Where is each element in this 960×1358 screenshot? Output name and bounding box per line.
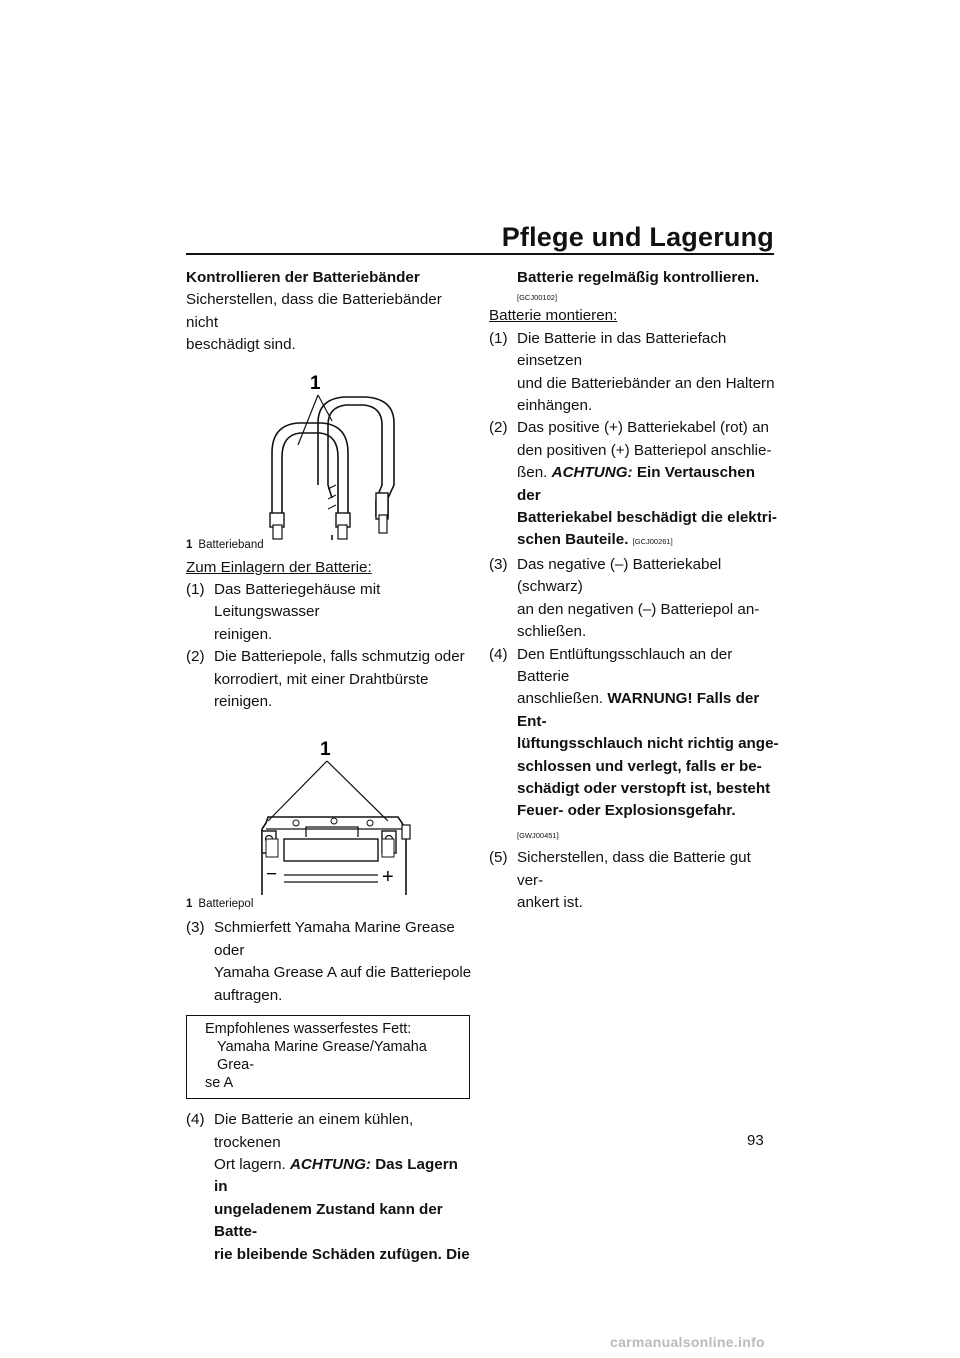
step-number: (3) xyxy=(186,919,205,937)
step-text: Ort lagern. xyxy=(214,1155,290,1173)
battery-terminal-illustration xyxy=(186,725,474,897)
reference-code: [GCJ00102] xyxy=(517,293,558,303)
reference-code: [GCJ00261] xyxy=(632,537,673,547)
warning-text: schädigt oder verstopft ist, besteht xyxy=(517,779,771,797)
minus-sign: − xyxy=(266,864,278,886)
battery-strap-figure xyxy=(186,365,474,555)
figure-caption-terminal xyxy=(186,897,474,911)
box-label: Empfohlenes wasserfestes Fett: xyxy=(205,1021,412,1038)
page-title: Pflege und Lagerung xyxy=(501,222,774,252)
step-line: schließen. xyxy=(517,623,587,641)
plus-sign: + xyxy=(382,866,394,889)
step-line: Yamaha Grease A auf die Batteriepole xyxy=(214,964,472,982)
step-line-warning xyxy=(517,688,779,733)
storage-step-4 xyxy=(186,1109,474,1266)
step-line: den positiven (+) Batteriepol anschlie- xyxy=(517,441,772,459)
step-number: (5) xyxy=(489,849,508,867)
caution-text: Batteriekabel beschädigt die elektri- xyxy=(517,509,777,527)
section-heading-battery-straps: Kontrollieren der Batteriebänder xyxy=(186,269,420,286)
warning-text: Feuer- oder Explosionsgefahr. xyxy=(517,802,736,820)
step-line-caution xyxy=(214,1154,474,1199)
step-line-caution xyxy=(517,462,779,507)
step-number: (4) xyxy=(489,645,508,663)
left-column xyxy=(186,267,474,1266)
subheading-install: Batterie montieren: xyxy=(489,307,618,325)
install-step-3 xyxy=(489,554,779,644)
subheading-storage: Zum Einlagern der Batterie: xyxy=(186,558,372,576)
step-line: Das Batteriegehäuse mit Leitungswasser xyxy=(214,581,381,621)
install-step-4 xyxy=(489,644,779,848)
step-number: (4) xyxy=(186,1111,205,1129)
step-line: Die Batteriepole, falls schmutzig oder xyxy=(214,648,465,666)
caption-number: 1 xyxy=(186,539,193,552)
intro-line-1: Sicherstellen, dass die Batteriebänder nicht xyxy=(186,291,442,331)
box-value-line: se A xyxy=(205,1075,234,1092)
storage-step-3 xyxy=(186,917,474,1007)
step-line: Das negative (–) Batteriekabel (schwarz) xyxy=(517,555,722,596)
caution-label: ACHTUNG: xyxy=(289,1155,371,1173)
intro-line-2: beschädigt sind. xyxy=(186,336,296,354)
step-number: (2) xyxy=(186,648,205,666)
watermark: carmanualsonline.info xyxy=(610,1334,765,1350)
warning-text: schlossen und verlegt, falls er be- xyxy=(517,757,762,775)
right-column xyxy=(489,267,779,914)
caution-text: schen Bauteile. xyxy=(517,531,629,549)
step-line: korrodiert, mit einer Drahtbürste reinigen. xyxy=(214,670,429,711)
caution-text: rie bleibende Schäden zufügen. Die xyxy=(214,1245,470,1263)
step-line: auftragen. xyxy=(214,986,283,1004)
install-step-1 xyxy=(489,328,779,418)
step-line-warning-end xyxy=(517,800,779,847)
step-line: Den Entlüftungsschlauch an der Batterie xyxy=(517,645,733,685)
warning-text: WARNUNG! Falls der Ent- xyxy=(517,690,760,730)
step-number: (3) xyxy=(489,555,508,573)
install-step-2 xyxy=(489,417,779,553)
step-line: Das positive (+) Batteriekabel (rot) an xyxy=(517,419,769,437)
step-line: Sicherstellen, dass die Batterie gut ver- xyxy=(517,849,751,889)
step-number: (1) xyxy=(186,581,205,599)
header-rule xyxy=(186,253,774,255)
caution-continuation: Batterie regelmäßig kontrollieren. xyxy=(517,269,760,286)
caption-text: Batterieband xyxy=(198,539,264,552)
step-line: Die Batterie in das Batteriefach einsetzen xyxy=(517,329,727,370)
caution-text: Ein Vertauschen der xyxy=(517,464,756,504)
step-line: und die Batteriebänder an den Haltern xyxy=(517,374,775,392)
step-text: anschließen. xyxy=(517,690,608,708)
step-line: ankert ist. xyxy=(517,893,583,911)
caption-text: Batteriepol xyxy=(198,897,254,910)
step-number: (2) xyxy=(489,419,508,437)
step-number: (1) xyxy=(489,329,508,347)
step-text: ßen. xyxy=(517,464,552,482)
page-number: 93 xyxy=(747,1132,764,1149)
caution-text: ungeladenem Zustand kann der Batte- xyxy=(214,1200,443,1241)
reference-code: [GWJ00451] xyxy=(517,830,559,840)
install-step-5 xyxy=(489,847,779,914)
strap-callout-number: 1 xyxy=(310,372,321,394)
recommended-grease-box xyxy=(186,1015,470,1099)
step-line: Die Batterie an einem kühlen, trockenen xyxy=(214,1111,414,1151)
storage-step-1 xyxy=(186,579,474,646)
caption-number: 1 xyxy=(186,897,193,910)
step-line-caution-end xyxy=(517,529,779,553)
battery-terminal-figure xyxy=(186,725,474,915)
box-value-line: Yamaha Marine Grease/Yamaha Grea- xyxy=(217,1039,427,1074)
step-line: einhängen. xyxy=(517,397,593,415)
battery-strap-illustration xyxy=(186,365,474,541)
warning-text: lüftungsschlauch nicht richtig ange- xyxy=(517,735,779,753)
step-line: Schmierfett Yamaha Marine Grease oder xyxy=(214,919,455,959)
caution-label: ACHTUNG: xyxy=(551,464,633,482)
terminal-callout-number: 1 xyxy=(320,739,331,761)
step-line: an den negativen (–) Batteriepol an- xyxy=(517,600,760,618)
storage-step-2 xyxy=(186,646,474,713)
caution-text: Das Lagern in xyxy=(214,1155,458,1196)
step-line: reinigen. xyxy=(214,625,273,643)
